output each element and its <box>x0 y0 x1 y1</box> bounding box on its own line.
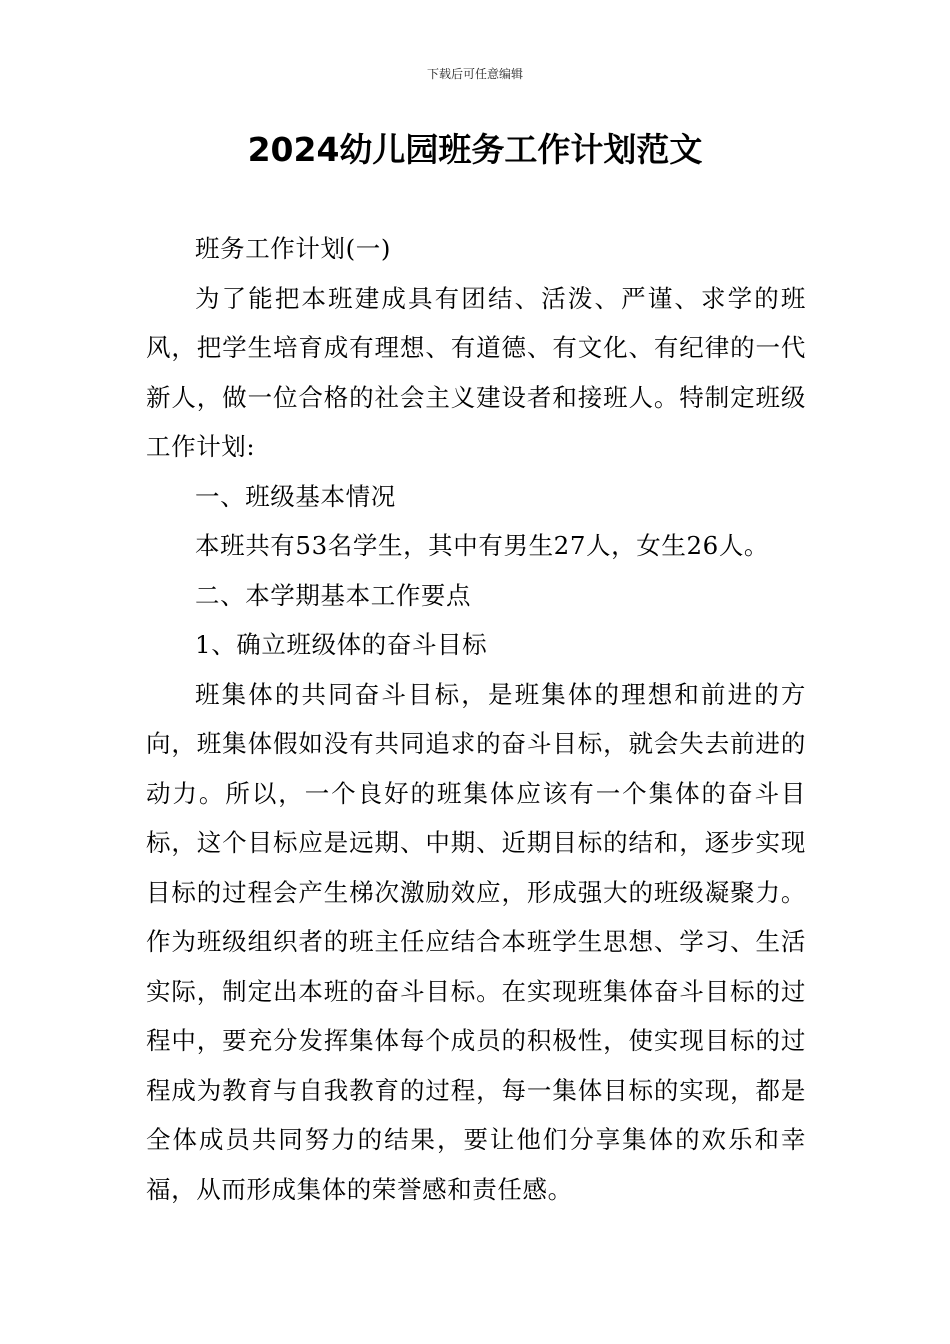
paragraph-goal-body: 班集体的共同奋斗目标，是班集体的理想和前进的方向，班集体假如没有共同追求的奋斗目标，就会失去前进的动力。所以，一个良好的班集体应该有一个集体的奋斗目标，这个目标应是远期、中期、近期目标的结和，逐步实现目标的过程会产生梯次激励效应，形成强大的班级凝聚力。作为班级组织者的班主任应结合本班学生思想、学习、生活实际，制定出本班的奋斗目标。在实现班集体奋斗目标的过程中，要充分发挥集体每个成员的积极性，使实现目标的过程成为教育与自我教育的过程，每一集体目标的实现，都是全体成员共同努力的结果，要让他们分享集体的欢乐和幸福，从而形成集体的荣誉感和责任感。 <box>146 679 806 1204</box>
document-body <box>146 224 806 1214</box>
paragraph-class-info: 本班共有53名学生，其中有男生27人，女生26人。 <box>195 531 770 560</box>
paragraph-heading-class-info: 一、班级基本情况 <box>195 481 396 511</box>
document-title: 2024幼儿园班务工作计划范文 <box>247 130 703 169</box>
header-note: 下载后可任意编辑 <box>426 67 523 81</box>
paragraph-section-heading: 班务工作计划(一) <box>195 234 392 263</box>
paragraph-intro: 为了能把本班建成具有团结、活泼、严谨、求学的班风，把学生培育成有理想、有道德、有文化、有纪律的一代新人，做一位合格的社会主义建设者和接班人。特制定班级工作计划: <box>146 283 806 461</box>
paragraph-heading-goal: 1、确立班级体的奋斗目标 <box>195 630 488 659</box>
paragraph-heading-work-points: 二、本学期基本工作要点 <box>195 580 472 610</box>
